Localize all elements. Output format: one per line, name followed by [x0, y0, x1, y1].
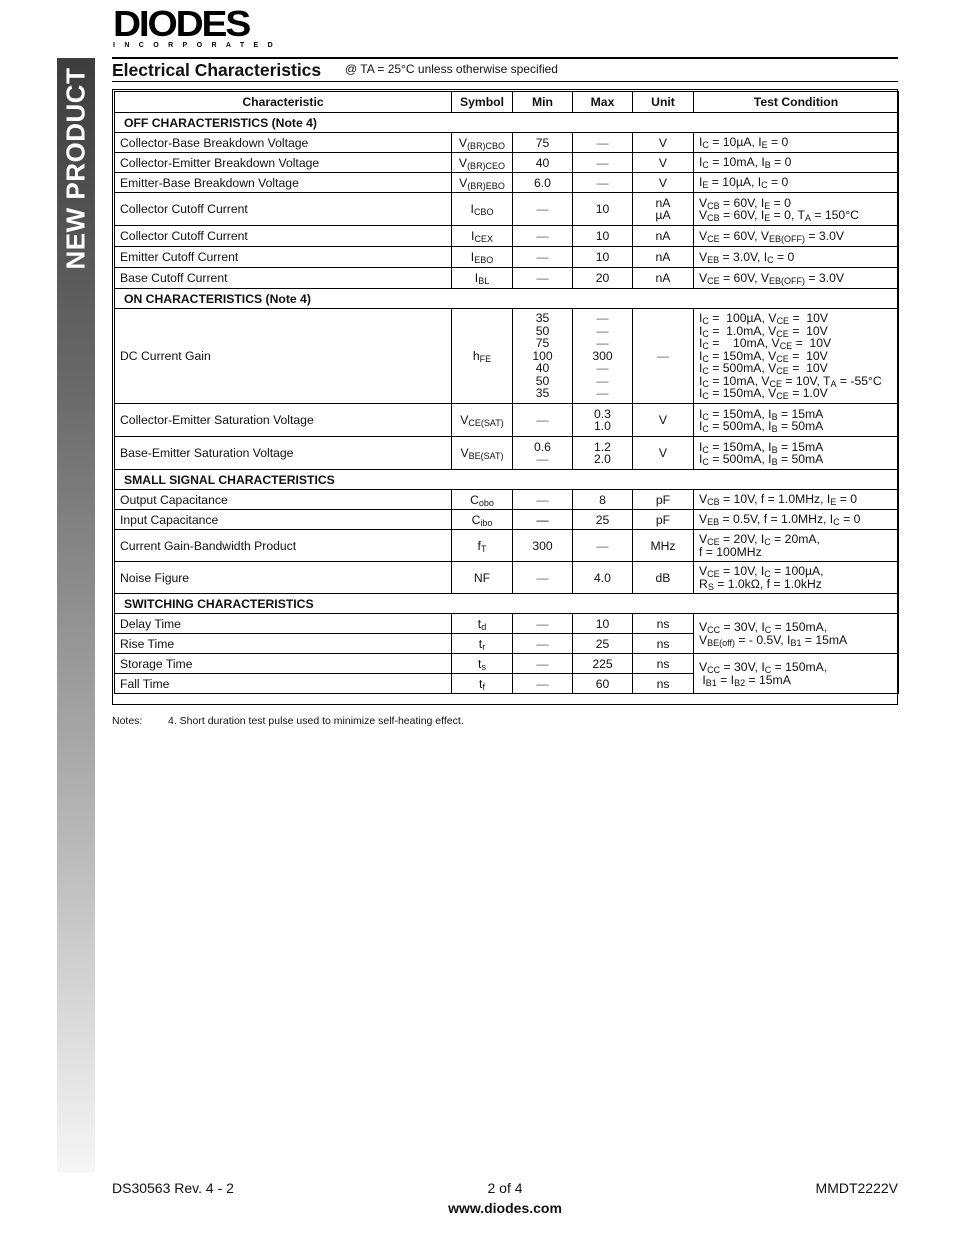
cell-unit: V: [633, 153, 694, 173]
table-row: [115, 404, 899, 437]
cell-test-condition: $I_C = 100\mu A$, $V_{CE} = 10V$ $I_C = 1.0mA$, $V_{CE} = 10V$ $I_C$ = 10mA, $V_{CE} = 10V$ $I_C = 150mA$, $V_{CE} = 10V$ $I_C = 500mA$, $V_{CE} = 10V$ $I_C = 10mA$, $V_{CE} = 10V$, $T_A = -55^\circ C$ $I_C = 150mA$, $V_{CE} = 1.0V$: [694, 309, 899, 404]
cell-max: 4.0: [573, 562, 633, 594]
cell-test-condition: $V_{CB} = 60V$, $I_E = 0$ $V_{CB} = 60V$, $I_E = 0$, $T_A = 150^\circ C$: [694, 193, 899, 226]
cell-unit: ns: [633, 614, 694, 634]
max-value: —: [596, 336, 609, 351]
cell-unit: V: [633, 173, 694, 193]
unit-line: nA: [655, 195, 671, 210]
cell-max: 8: [573, 490, 633, 510]
max-value: 300: [592, 348, 613, 363]
section-label: SWITCHING CHARACTERISTICS: [115, 594, 899, 614]
cell-min: —: [513, 490, 573, 510]
cell-min: —: [513, 268, 573, 289]
table-row: [115, 490, 899, 510]
section-label: SMALL SIGNAL CHARACTERISTICS: [115, 470, 899, 490]
table-row: [115, 247, 899, 268]
cell-test-condition: $I_C = 10\mu A$, $I_E = 0$: [694, 133, 899, 153]
notes-label: Notes:: [112, 715, 143, 727]
cell-symbol: $V_{BE(SAT)}$: [452, 437, 513, 470]
cell-symbol: $V_{(BR)CBO}$: [452, 133, 513, 153]
cell-max: 10: [573, 614, 633, 634]
table-header-row: [115, 92, 899, 113]
table-row: [115, 309, 899, 404]
notes: [112, 715, 464, 727]
cell-unit: V: [633, 404, 694, 437]
cell-symbol: $f_T$: [452, 530, 513, 562]
cell-unit: dB: [633, 562, 694, 594]
cell-symbol: $I_{CBO}$: [452, 193, 513, 226]
cell-characteristic: Noise Figure: [115, 562, 452, 594]
max-value: —: [596, 311, 609, 326]
min-value: 50: [535, 323, 550, 338]
section-row: [115, 470, 899, 490]
table-row: [115, 562, 899, 594]
min-value: 0.6: [534, 439, 551, 454]
section-subtitle: @ TA = 25°C unless otherwise specified: [345, 62, 558, 76]
min-value: —: [536, 452, 549, 466]
note-4: 4. Short duration test pulse used to minimize self-heating effect.: [168, 715, 464, 727]
table-row: [115, 193, 899, 226]
cell-test-condition: $I_C = 150mA$, $I_B = 15mA$ $I_C = 500mA$, $I_B = 50mA$: [694, 404, 899, 437]
col-header: Symbol: [452, 92, 513, 113]
cell-test-condition: $I_E = 10\mu A$, $I_C = 0$: [694, 173, 899, 193]
cell-min: —: [513, 510, 573, 530]
section-label: OFF CHARACTERISTICS (Note 4): [115, 113, 899, 133]
cell-unit: pF: [633, 490, 694, 510]
table-row: [115, 437, 899, 470]
logo-subtitle: INCORPORATED: [113, 42, 283, 49]
cell-characteristic: Collector-Emitter Saturation Voltage: [115, 404, 452, 437]
cell-characteristic: Collector Cutoff Current: [115, 226, 452, 247]
cell-test-condition: $V_{CB} = 10V$, f = 1.0MHz, $I_E = 0$: [694, 490, 899, 510]
col-header: Max: [573, 92, 633, 113]
section-header: [112, 60, 898, 80]
cell-unit: nA: [633, 268, 694, 289]
cell-min: —: [513, 634, 573, 654]
min-value: 100: [532, 348, 553, 363]
doc-revision: DS30563 Rev. 4 - 2: [112, 1180, 234, 1196]
table-row: [115, 530, 899, 562]
cell-max: [573, 437, 633, 470]
cell-characteristic: Base Cutoff Current: [115, 268, 452, 289]
cell-max: —: [573, 173, 633, 193]
cell-symbol: $t_r$: [452, 634, 513, 654]
cell-max: [573, 309, 633, 404]
header-rule-bottom: [112, 81, 898, 82]
col-header: Characteristic: [115, 92, 452, 113]
cell-symbol: $h_{FE}$: [452, 309, 513, 404]
cell-max: 10: [573, 226, 633, 247]
cell-unit: MHz: [633, 530, 694, 562]
cell-characteristic: Collector-Emitter Breakdown Voltage: [115, 153, 452, 173]
cell-unit: ns: [633, 634, 694, 654]
cell-characteristic: Emitter-Base Breakdown Voltage: [115, 173, 452, 193]
cell-min: —: [513, 562, 573, 594]
page-number: 2 of 4: [487, 1180, 523, 1196]
section-row: [115, 113, 899, 133]
min-value: 35: [535, 386, 550, 401]
max-value: —: [596, 323, 609, 338]
cell-unit: pF: [633, 510, 694, 530]
cell-characteristic: Collector-Base Breakdown Voltage: [115, 133, 452, 153]
cell-unit: V: [633, 133, 694, 153]
cell-symbol: $V_{(BR)CEO}$: [452, 153, 513, 173]
cell-symbol: $t_f$: [452, 674, 513, 694]
max-value: 1.2: [594, 439, 611, 454]
cell-min: 75: [513, 133, 573, 153]
cell-test-condition: $I_C = 10mA$, $I_B = 0$: [694, 153, 899, 173]
table-row: [115, 654, 899, 674]
cell-test-condition: $V_{CE} = 20V$, $I_C = 20mA$, f = 100MHz: [694, 530, 899, 562]
cell-test-condition: $V_{EB} = 0.5V$, f = 1.0MHz, $I_C = 0$: [694, 510, 899, 530]
logo-wordmark: DIODES: [113, 3, 250, 44]
cell-max: [573, 404, 633, 437]
cell-unit: —: [633, 309, 694, 404]
cell-min: 40: [513, 153, 573, 173]
cell-min: [513, 309, 573, 404]
website-link[interactable]: www.diodes.com: [448, 1200, 562, 1216]
part-number: MMDT2222V: [815, 1180, 898, 1196]
col-header: Test Condition: [694, 92, 899, 113]
section-title: Electrical Characteristics: [112, 60, 322, 80]
table-row: [115, 226, 899, 247]
cell-max: —: [573, 530, 633, 562]
cell-characteristic: Storage Time: [115, 654, 452, 674]
cell-max: 25: [573, 634, 633, 654]
cell-test-condition: $V_{CE} = 60V$, $V_{EB(OFF)} = 3.0V$: [694, 268, 899, 289]
min-value: 40: [535, 361, 550, 376]
cell-unit: nA: [633, 226, 694, 247]
cell-symbol: $C_{obo}$: [452, 490, 513, 510]
cell-max: 60: [573, 674, 633, 694]
characteristics-table: [114, 91, 899, 694]
cell-characteristic: Collector Cutoff Current: [115, 193, 452, 226]
cell-test-condition: $V_{CE} = 10V$, $I_C = 100\mu A$, $R_S = 1.0k\Omega$, f = 1.0kHz: [694, 562, 899, 594]
cell-min: —: [513, 247, 573, 268]
max-value: 2.0: [594, 452, 611, 466]
cell-max: 225: [573, 654, 633, 674]
cell-symbol: $t_s$: [452, 654, 513, 674]
cell-max: 10: [573, 193, 633, 226]
new-product-label: NEW PRODUCT: [60, 67, 91, 269]
cell-symbol: $I_{BL}$: [452, 268, 513, 289]
cell-characteristic: Rise Time: [115, 634, 452, 654]
min-value: 75: [535, 336, 550, 351]
cell-max: —: [573, 133, 633, 153]
max-value: 1.0: [594, 419, 611, 433]
header-rule-top: [112, 57, 898, 59]
cell-test-condition: $V_{CE} = 60V$, $V_{EB(OFF)} = 3.0V$: [694, 226, 899, 247]
cell-characteristic: DC Current Gain: [115, 309, 452, 404]
cell-symbol: NF: [452, 562, 513, 594]
cell-test-condition: $I_C = 150mA$, $I_B = 15mA$ $I_C = 500mA$, $I_B = 50mA$: [694, 437, 899, 470]
cell-characteristic: Output Capacitance: [115, 490, 452, 510]
cell-max: —: [573, 153, 633, 173]
cell-unit: nA: [633, 247, 694, 268]
max-value: —: [596, 386, 609, 401]
section-row: [115, 289, 899, 309]
cell-min: —: [513, 226, 573, 247]
cell-characteristic: Base-Emitter Saturation Voltage: [115, 437, 452, 470]
cell-symbol: $V_{(BR)EBO}$: [452, 173, 513, 193]
cell-min: —: [513, 193, 573, 226]
max-value: —: [596, 361, 609, 376]
cell-max: 20: [573, 268, 633, 289]
min-value: 35: [535, 311, 550, 326]
cell-characteristic: Input Capacitance: [115, 510, 452, 530]
cell-min: 300: [513, 530, 573, 562]
unit-line: µA: [655, 208, 671, 222]
side-banner-label: [57, 58, 95, 278]
col-header: Min: [513, 92, 573, 113]
cell-characteristic: Fall Time: [115, 674, 452, 694]
col-header: Unit: [633, 92, 694, 113]
table-row: [115, 153, 899, 173]
section-label: ON CHARACTERISTICS (Note 4): [115, 289, 899, 309]
cell-test-condition: $V_{CC} = 30V$, $I_C = 150mA$, $V_{BE(off)}$ = - 0.5V, $I_{B1} = 15mA$: [694, 614, 899, 654]
table-row: [115, 268, 899, 289]
cell-characteristic: Current Gain-Bandwidth Product: [115, 530, 452, 562]
cell-min: —: [513, 614, 573, 634]
cell-min: —: [513, 404, 573, 437]
table-row: [115, 614, 899, 634]
diodes-logo: [113, 3, 283, 50]
cell-min: —: [513, 674, 573, 694]
max-value: —: [596, 373, 609, 388]
cell-test-condition: $V_{EB} = 3.0V$, $I_C = 0$: [694, 247, 899, 268]
cell-min: 6.0: [513, 173, 573, 193]
min-value: 50: [535, 373, 550, 388]
cell-characteristic: Delay Time: [115, 614, 452, 634]
section-row: [115, 594, 899, 614]
table-row: [115, 510, 899, 530]
table-row: [115, 133, 899, 153]
cell-characteristic: Emitter Cutoff Current: [115, 247, 452, 268]
cell-unit: ns: [633, 654, 694, 674]
cell-min: [513, 437, 573, 470]
cell-max: 10: [573, 247, 633, 268]
table-row: [115, 173, 899, 193]
cell-symbol: $I_{EBO}$: [452, 247, 513, 268]
cell-test-condition: $V_{CC} = 30V$, $I_C = 150mA$, $I_{B1} = I_{B2} = 15mA$: [694, 654, 899, 694]
cell-symbol: $I_{CEX}$: [452, 226, 513, 247]
cell-unit: V: [633, 437, 694, 470]
characteristics-table-frame: [112, 89, 898, 705]
cell-symbol: $V_{CE(SAT)}$: [452, 404, 513, 437]
cell-symbol: $t_d$: [452, 614, 513, 634]
cell-max: 25: [573, 510, 633, 530]
max-value: 0.3: [594, 406, 611, 421]
cell-symbol: $C_{ibo}$: [452, 510, 513, 530]
cell-unit: ns: [633, 674, 694, 694]
cell-unit: [633, 193, 694, 226]
cell-min: —: [513, 654, 573, 674]
